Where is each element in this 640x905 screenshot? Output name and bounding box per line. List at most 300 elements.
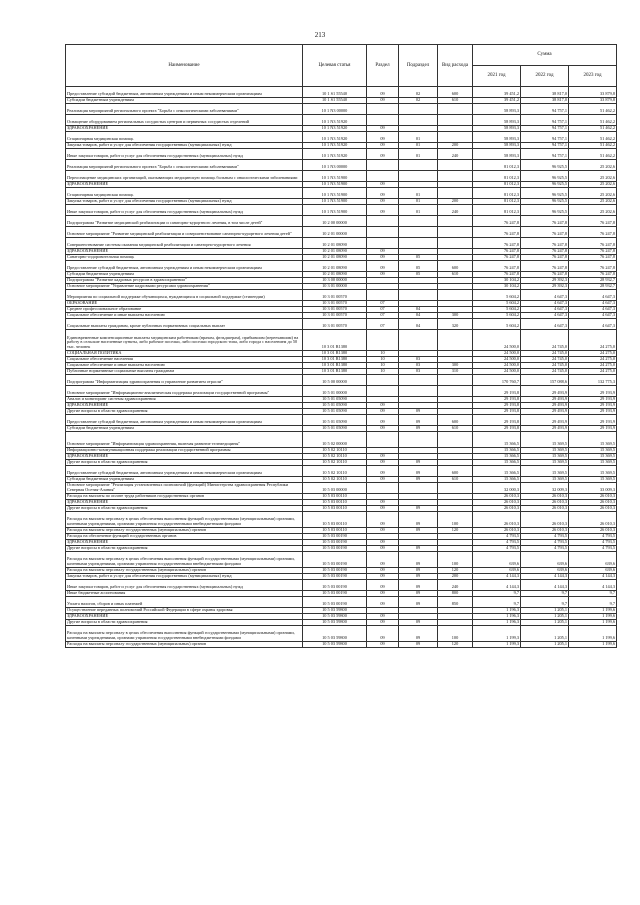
cell-2021: 5 604,2 [473, 319, 521, 330]
cell-subsection [399, 160, 438, 171]
cell-subsection: 09 [399, 426, 438, 432]
cell-section: 09 [367, 642, 399, 648]
cell-name: Единовременные компенсационные выплаты медицинским работникам (врачам, фельдшерам), прибывшим (переехавшим) на работу в сельские населенные пункты, либо рабочие поселки, либо поселки городского типа, либо города с населением до 50 тыс. человек [66, 330, 303, 351]
cell-2021: 76 247,8 [473, 216, 521, 227]
cell-section: 09 [367, 620, 399, 626]
cell-section [367, 386, 399, 397]
cell-target: 10 1 N3 51900 [303, 188, 367, 199]
cell-name: Осуществление переданных полномочий Российской Федерации в сфере охраны здоровья [66, 608, 303, 614]
cell-section: 09 [367, 568, 399, 574]
cell-subsection: 09 [399, 591, 438, 597]
cell-name: Другие вопросы в области здравоохранения [66, 546, 303, 552]
cell-section: 09 [367, 506, 399, 512]
cell-2022: 4 793,5 [521, 540, 569, 546]
cell-2021: 15 366,5 [473, 432, 521, 448]
cell-subsection: 09 [399, 415, 438, 426]
cell-target: 10 2 01 08090 [303, 249, 367, 255]
cell-name: Расходы на выплаты персоналу государственных (муниципальных) органов [66, 528, 303, 534]
cell-expense-type: 100 [438, 552, 473, 568]
cell-2021: 58 893,3 [473, 132, 521, 143]
cell-2022: 96 925,5 [521, 182, 569, 188]
cell-target: 10 5 03 00000 [303, 483, 367, 494]
cell-2022: 29 493,9 [521, 415, 569, 426]
cell-expense-type: 310 [438, 369, 473, 375]
cell-2021: 1 199,3 [473, 626, 521, 642]
cell-2022: 1 205,1 [521, 626, 569, 642]
cell-subsection [399, 115, 438, 126]
cell-subsection: 02 [399, 87, 438, 98]
cell-2021: 170 760,7 [473, 375, 521, 386]
cell-subsection: 03 [399, 357, 438, 363]
cell-section: 09 [367, 199, 399, 205]
cell-section: 09 [367, 626, 399, 642]
cell-target: 10 5 01 05090 [303, 415, 367, 426]
cell-subsection: 09 [399, 620, 438, 626]
cell-2022: 1 205,1 [521, 620, 569, 626]
cell-section: 07 [367, 307, 399, 313]
cell-2021: 15 366,5 [473, 477, 521, 483]
cell-subsection [399, 104, 438, 115]
cell-name: Другие вопросы в области здравоохранения [66, 620, 303, 626]
cell-2021: 639,6 [473, 568, 521, 574]
cell-2022: 26 010,3 [521, 506, 569, 512]
cell-target: 10 5 02 10110 [303, 477, 367, 483]
cell-name: Социальное обеспечение населения [66, 357, 303, 363]
cell-expense-type [438, 188, 473, 199]
cell-2023: 25 202,6 [569, 171, 617, 182]
cell-2022: 1 205,1 [521, 608, 569, 614]
cell-name: Расходы на выплаты персоналу государственных (муниципальных) органов [66, 642, 303, 648]
cell-section: 09 [367, 87, 399, 98]
cell-name: Реализация мероприятий регионального проекта "Борьба с онкологическими заболеваниями" [66, 160, 303, 171]
cell-name: Расходы на выплаты по оплате труда работников государственных органов [66, 494, 303, 500]
table-body [66, 87, 617, 648]
cell-subsection: 09 [399, 528, 438, 534]
cell-target: 10 1 N3 51920 [303, 149, 367, 160]
cell-2023: 9,7 [569, 591, 617, 597]
cell-name: Публичные нормативные социальные выплаты гражданам [66, 369, 303, 375]
table-row [66, 552, 617, 568]
cell-subsection: 09 [399, 460, 438, 466]
cell-expense-type: 120 [438, 528, 473, 534]
cell-name: Предоставление субсидий бюджетным, автономным учреждениям и иным некоммерческим организациям [66, 415, 303, 426]
cell-2023: 33 879,8 [569, 87, 617, 98]
cell-2022: 24 745,0 [521, 369, 569, 375]
cell-2023: 4 793,5 [569, 534, 617, 540]
cell-target: 10 5 03 00190 [303, 591, 367, 597]
cell-target: 10 5 01 05090 [303, 403, 367, 409]
cell-section: 09 [367, 454, 399, 460]
cell-2022: 4 647,3 [521, 307, 569, 313]
page-number: 213 [314, 31, 326, 39]
cell-name: Анализ и мониторинг системы здравоохранения [66, 397, 303, 403]
cell-2022: 24 745,0 [521, 330, 569, 351]
cell-2022: 96 925,5 [521, 160, 569, 171]
cell-name: Субсидии бюджетным учреждениям [66, 98, 303, 104]
cell-expense-type: 600 [438, 466, 473, 477]
cell-expense-type: 120 [438, 568, 473, 574]
cell-2021: 9,7 [473, 591, 521, 597]
cell-section: 09 [367, 98, 399, 104]
cell-2021: 24 500,0 [473, 351, 521, 357]
cell-2023: 51 462,2 [569, 126, 617, 132]
cell-expense-type [438, 171, 473, 182]
cell-subsection: 09 [399, 597, 438, 608]
cell-2021: 9,7 [473, 597, 521, 608]
cell-target: 10 1 N3 51900 [303, 199, 367, 205]
cell-target: 10 2 01 00000 [303, 227, 367, 238]
cell-2021: 4 144,3 [473, 574, 521, 580]
cell-2022: 15 369,5 [521, 466, 569, 477]
cell-section [367, 330, 399, 351]
cell-2023: 15 369,5 [569, 477, 617, 483]
cell-2021: 29 193,8 [473, 409, 521, 415]
cell-name: Субсидии бюджетным учреждениям [66, 426, 303, 432]
cell-section [367, 171, 399, 182]
cell-expense-type: 610 [438, 426, 473, 432]
table-row [66, 375, 617, 386]
table-row [66, 642, 617, 648]
cell-section: 10 [367, 369, 399, 375]
cell-name: Расходы на выплаты персоналу в целях обеспечения выполнения функций государственными (муниципальными) органами, казенными учреждениями, органами управления государственными внебюджетными фондами [66, 512, 303, 528]
cell-2022: 96 925,5 [521, 171, 569, 182]
cell-expense-type: 800 [438, 591, 473, 597]
cell-name: ЗДРАВООХРАНЕНИЕ [66, 249, 303, 255]
cell-2022: 96 925,5 [521, 205, 569, 216]
cell-2022: 94 757,1 [521, 126, 569, 132]
cell-target: 10 5 01 05090 [303, 397, 367, 403]
cell-name: Подпрограмма "Развитие медицинской реабилитации и санаторно-курортного лечения, в том числе детей" [66, 216, 303, 227]
cell-target: 10 1 N3 51920 [303, 115, 367, 126]
cell-name: Основное мероприятие "Развитие медицинской реабилитации и совершенствование санаторно-курортного лечения детей" [66, 227, 303, 238]
cell-2023: 24 275,0 [569, 351, 617, 357]
table-row [66, 290, 617, 301]
cell-target: 10 3 01 00570 [303, 307, 367, 313]
cell-section: 09 [367, 614, 399, 620]
cell-2022: 15 369,5 [521, 460, 569, 466]
cell-subsection [399, 432, 438, 448]
cell-target: 10 5 03 00110 [303, 494, 367, 500]
cell-2021: 26 010,3 [473, 512, 521, 528]
cell-2021: 15 366,5 [473, 466, 521, 477]
cell-section: 09 [367, 574, 399, 580]
cell-subsection: 01 [399, 205, 438, 216]
table-row [66, 149, 617, 160]
cell-section: 09 [367, 143, 399, 149]
cell-target: 10 2 01 08090 [303, 238, 367, 249]
cell-target: 10 5 03 00110 [303, 500, 367, 506]
cell-2022: 15 369,5 [521, 448, 569, 454]
cell-section: 07 [367, 301, 399, 307]
cell-2022: 29 392,3 [521, 278, 569, 284]
cell-name: Стационарная медицинская помощь [66, 188, 303, 199]
cell-name: Совершенствование системы оказания медицинской реабилитации и санаторно-курортного лечения [66, 238, 303, 249]
cell-section [367, 115, 399, 126]
cell-name: Закупка товаров, работ и услуг для обеспечения государственных (муниципальных) нужд [66, 574, 303, 580]
cell-2022: 639,6 [521, 568, 569, 574]
cell-2021: 81 012,3 [473, 182, 521, 188]
cell-name: Предоставление субсидий бюджетным, автономным учреждениям и иным некоммерческим организациям [66, 87, 303, 98]
cell-subsection: 04 [399, 313, 438, 319]
cell-2022: 4 647,3 [521, 313, 569, 319]
cell-2021: 639,6 [473, 552, 521, 568]
cell-target: 10 2 00 00000 [303, 216, 367, 227]
cell-section: 09 [367, 500, 399, 506]
cell-target: 10 5 03 59800 [303, 608, 367, 614]
cell-2021: 1 196,3 [473, 608, 521, 614]
cell-name: Реализация мероприятий регионального проекта "Борьба с онкологическими заболеваниями" [66, 104, 303, 115]
cell-2023: 639,6 [569, 552, 617, 568]
cell-subsection: 09 [399, 568, 438, 574]
cell-name: Санаторно-оздоровительная помощь [66, 255, 303, 261]
cell-2022: 4 793,5 [521, 534, 569, 540]
cell-2023: 51 462,2 [569, 143, 617, 149]
table-row [66, 261, 617, 272]
cell-expense-type: 850 [438, 597, 473, 608]
cell-2023: 76 247,8 [569, 272, 617, 278]
cell-2022: 29 493,9 [521, 386, 569, 397]
table-header [66, 45, 617, 87]
cell-name: Расходы на обеспечение функций государственных органов [66, 534, 303, 540]
cell-name: Расходы на выплаты персоналу государственных (муниципальных) органов [66, 568, 303, 574]
cell-subsection [399, 290, 438, 301]
cell-expense-type [438, 227, 473, 238]
cell-2021: 5 604,2 [473, 307, 521, 313]
cell-2022: 76 247,8 [521, 261, 569, 272]
table-row [66, 330, 617, 351]
cell-section: 09 [367, 477, 399, 483]
cell-target: 10 3 01 R1380 [303, 369, 367, 375]
cell-2022: 26 010,3 [521, 528, 569, 534]
cell-2022: 9,7 [521, 591, 569, 597]
cell-2023: 28 932,7 [569, 278, 617, 284]
cell-name: Мероприятия по социальной поддержке обучающихся, нуждающихся в социальной поддержке (стипендии) [66, 290, 303, 301]
cell-2021: 39 451,2 [473, 87, 521, 98]
cell-expense-type: 300 [438, 313, 473, 319]
cell-expense-type: 240 [438, 205, 473, 216]
cell-2021: 76 247,8 [473, 272, 521, 278]
cell-2021: 15 366,5 [473, 460, 521, 466]
cell-expense-type [438, 115, 473, 126]
cell-2023: 15 369,5 [569, 454, 617, 460]
cell-name: ЗДРАВООХРАНЕНИЕ [66, 500, 303, 506]
cell-expense-type: 600 [438, 87, 473, 98]
cell-2021: 58 893,3 [473, 115, 521, 126]
cell-2021: 24 500,0 [473, 357, 521, 363]
table-row [66, 87, 617, 98]
cell-section [367, 290, 399, 301]
cell-2022: 4 144,3 [521, 580, 569, 591]
cell-2023: 1 199,6 [569, 626, 617, 642]
cell-2021: 29 193,8 [473, 426, 521, 432]
cell-2021: 26 010,3 [473, 500, 521, 506]
cell-subsection: 01 [399, 143, 438, 149]
cell-subsection [399, 375, 438, 386]
cell-2021: 1 196,3 [473, 620, 521, 626]
table-row [66, 386, 617, 397]
cell-2022: 26 010,3 [521, 512, 569, 528]
cell-section: 09 [367, 528, 399, 534]
cell-2021: 58 893,3 [473, 104, 521, 115]
cell-2021: 26 010,3 [473, 494, 521, 500]
cell-section [367, 104, 399, 115]
cell-expense-type [438, 160, 473, 171]
cell-2021: 15 366,5 [473, 448, 521, 454]
cell-2023: 4 647,3 [569, 290, 617, 301]
table-row [66, 432, 617, 448]
cell-2021: 24 500,0 [473, 363, 521, 369]
cell-subsection: 09 [399, 409, 438, 415]
header-year-2022: 2022 год [521, 66, 569, 87]
cell-2022: 94 757,1 [521, 149, 569, 160]
cell-subsection: 04 [399, 307, 438, 313]
cell-expense-type: 240 [438, 580, 473, 591]
cell-name: ЗДРАВООХРАНЕНИЕ [66, 614, 303, 620]
table-row [66, 580, 617, 591]
cell-2022: 26 010,3 [521, 494, 569, 500]
cell-2022: 4 647,3 [521, 290, 569, 301]
cell-name: Другие вопросы в области здравоохранения [66, 460, 303, 466]
cell-target: 10 5 03 00190 [303, 568, 367, 574]
cell-name: ЗДРАВООХРАНЕНИЕ [66, 126, 303, 132]
cell-section: 09 [367, 546, 399, 552]
cell-section: 09 [367, 132, 399, 143]
cell-name: ЗДРАВООХРАНЕНИЕ [66, 540, 303, 546]
cell-2021: 4 793,5 [473, 540, 521, 546]
cell-2023: 639,6 [569, 568, 617, 574]
cell-2021: 39 451,2 [473, 98, 521, 104]
cell-target: 10 5 02 00000 [303, 432, 367, 448]
cell-section: 09 [367, 580, 399, 591]
cell-2022: 94 757,1 [521, 104, 569, 115]
cell-2023: 33 879,8 [569, 98, 617, 104]
cell-expense-type: 300 [438, 363, 473, 369]
cell-2022: 76 247,8 [521, 227, 569, 238]
cell-2023: 29 193,9 [569, 403, 617, 409]
cell-2021: 81 012,3 [473, 199, 521, 205]
header-subsection: Подраздел [399, 45, 438, 87]
cell-target: 10 5 01 00000 [303, 386, 367, 397]
cell-2021: 5 604,2 [473, 301, 521, 307]
cell-2023: 24 275,0 [569, 363, 617, 369]
cell-name: Основное мероприятие "Информационно-аналитическая поддержка реализации государственной программы" [66, 386, 303, 397]
cell-target: 10 3 01 00570 [303, 319, 367, 330]
cell-expense-type: 600 [438, 261, 473, 272]
cell-target: 10 2 01 08090 [303, 261, 367, 272]
cell-section [367, 483, 399, 494]
header-expense-type: Вид расхода [438, 45, 473, 87]
cell-section [367, 160, 399, 171]
cell-2023: 4 144,3 [569, 580, 617, 591]
cell-2022: 76 247,8 [521, 238, 569, 249]
cell-target: 10 5 03 00190 [303, 546, 367, 552]
cell-target: 10 3 01 R1380 [303, 357, 367, 363]
cell-name: Социальное обеспечение и иные выплаты населению [66, 313, 303, 319]
cell-name: Иные закупки товаров, работ и услуг для обеспечения государственных (муниципальных) нужд [66, 205, 303, 216]
cell-2023: 1 199,6 [569, 642, 617, 648]
cell-2022: 4 793,5 [521, 546, 569, 552]
cell-2021: 30 104,2 [473, 284, 521, 290]
cell-target: 10 5 03 00190 [303, 540, 367, 546]
cell-section: 09 [367, 415, 399, 426]
cell-2023: 76 247,8 [569, 227, 617, 238]
cell-2021: 29 193,8 [473, 403, 521, 409]
cell-target: 10 5 01 05090 [303, 409, 367, 415]
cell-expense-type: 240 [438, 149, 473, 160]
cell-section: 09 [367, 182, 399, 188]
cell-target: 10 1 N3 51900 [303, 182, 367, 188]
cell-target: 10 1 N3 51900 [303, 205, 367, 216]
cell-expense-type: 200 [438, 574, 473, 580]
cell-subsection: 09 [399, 552, 438, 568]
cell-name: Закупка товаров, работ и услуг для обеспечения государственных (муниципальных) нужд [66, 143, 303, 149]
cell-2022: 639,6 [521, 552, 569, 568]
cell-expense-type [438, 238, 473, 249]
cell-name: Стационарная медицинская помощь [66, 132, 303, 143]
cell-name: Среднее профессиональное образование [66, 307, 303, 313]
header-year-2021: 2021 год [473, 66, 521, 87]
cell-target: 10 5 02 10110 [303, 448, 367, 454]
cell-2023: 26 010,3 [569, 494, 617, 500]
cell-section [367, 238, 399, 249]
cell-2023: 24 275,0 [569, 357, 617, 363]
cell-2022: 15 369,5 [521, 454, 569, 460]
cell-name: Подпрограмма "Развитие кадровых ресурсов в здравоохранении" [66, 278, 303, 284]
cell-expense-type: 120 [438, 642, 473, 648]
cell-section: 09 [367, 205, 399, 216]
cell-expense-type [438, 375, 473, 386]
cell-2022: 15 369,5 [521, 477, 569, 483]
cell-subsection: 09 [399, 580, 438, 591]
cell-2021: 76 247,8 [473, 238, 521, 249]
cell-2022: 94 757,1 [521, 143, 569, 149]
cell-2023: 76 247,8 [569, 216, 617, 227]
cell-name: Иные бюджетные ассигнования [66, 591, 303, 597]
cell-2022: 1 205,1 [521, 614, 569, 620]
cell-2022: 24 745,0 [521, 357, 569, 363]
cell-2021: 15 366,5 [473, 454, 521, 460]
cell-expense-type: 610 [438, 477, 473, 483]
cell-subsection [399, 330, 438, 351]
cell-section: 09 [367, 552, 399, 568]
cell-expense-type: 610 [438, 98, 473, 104]
cell-2022: 15 369,5 [521, 432, 569, 448]
cell-subsection: 01 [399, 199, 438, 205]
cell-2022: 76 247,8 [521, 255, 569, 261]
cell-2021: 32 000,3 [473, 483, 521, 494]
cell-section: 09 [367, 512, 399, 528]
cell-name: ЗДРАВООХРАНЕНИЕ [66, 403, 303, 409]
cell-2023: 29 193,9 [569, 409, 617, 415]
cell-expense-type [438, 330, 473, 351]
cell-2021: 58 893,3 [473, 143, 521, 149]
cell-target: 10 3 01 00000 [303, 284, 367, 290]
cell-target: 10 5 03 00110 [303, 506, 367, 512]
cell-section: 10 [367, 351, 399, 357]
cell-target: 10 5 03 00190 [303, 580, 367, 591]
cell-2023: 4 647,3 [569, 301, 617, 307]
cell-name: Переоснащение медицинских организаций, оказывающих медицинскую помощь больным с онкологическими заболеваниями [66, 171, 303, 182]
cell-subsection: 01 [399, 188, 438, 199]
cell-target: 10 3 01 00570 [303, 301, 367, 307]
cell-subsection: 05 [399, 255, 438, 261]
cell-subsection [399, 227, 438, 238]
cell-2021: 1 196,3 [473, 614, 521, 620]
cell-name: Субсидии бюджетным учреждениям [66, 477, 303, 483]
cell-2022: 29 493,9 [521, 403, 569, 409]
cell-2021: 1 199,3 [473, 642, 521, 648]
cell-expense-type [438, 432, 473, 448]
